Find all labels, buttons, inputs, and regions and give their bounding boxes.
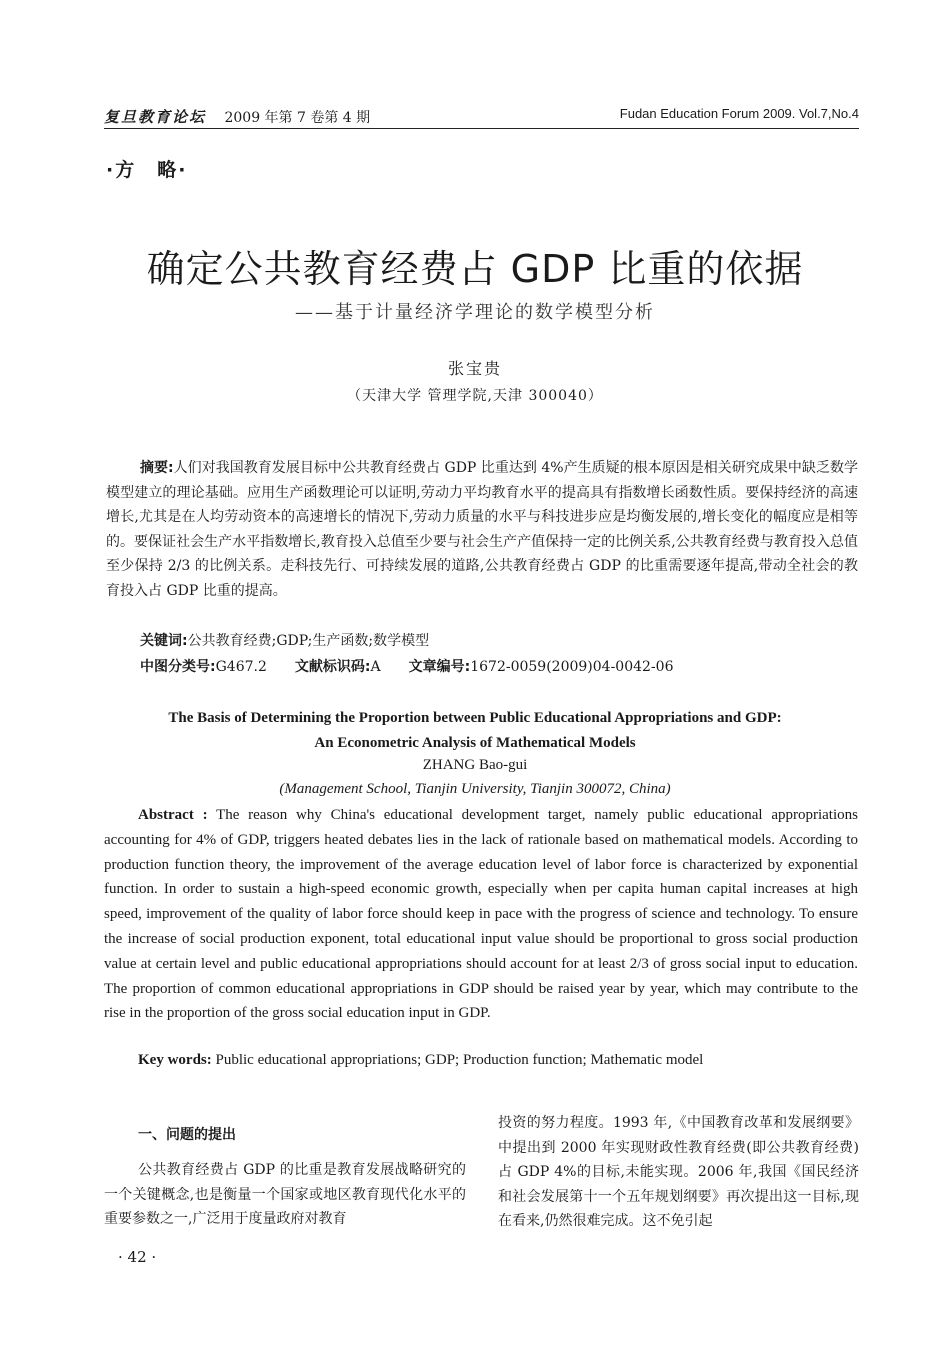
keywords-cn-text: 公共教育经费;GDP;生产函数;数学模型 xyxy=(187,633,430,649)
article-subtitle: ——基于计量经济学理论的数学模型分析 xyxy=(295,302,655,323)
abstract-en-label: Abstract : xyxy=(138,807,208,823)
keywords-en xyxy=(138,1052,703,1069)
keywords-cn-label: 关键词: xyxy=(140,633,188,649)
english-title xyxy=(0,706,950,756)
issue-info-cn: 2009 年第 7 卷第 4 期 xyxy=(224,110,371,126)
page-number: · 42 · xyxy=(118,1248,157,1266)
clc-value: G467.2 xyxy=(215,659,267,675)
column-tag: ·方 略· xyxy=(106,159,188,181)
english-affiliation: (Management School, Tianjin University, Tianjin 300072, China) xyxy=(279,781,671,797)
header-divider xyxy=(104,128,859,129)
abstract-en xyxy=(104,803,858,1026)
journal-name-cn: 复旦教育论坛 xyxy=(104,108,207,126)
keywords-cn xyxy=(140,630,429,650)
article-id-label: 文章编号: xyxy=(408,659,471,675)
body-left-column: 公共教育经费占 GDP 的比重是教育发展战略研究的一个关键概念,也是衡量一个国家或地区教育现代化水平的重要参数之一,广泛用于度量政府对教育 xyxy=(104,1162,466,1227)
english-author: ZHANG Bao-gui xyxy=(422,757,528,773)
classification-line xyxy=(140,656,673,676)
clc-label: 中图分类号: xyxy=(140,659,216,675)
doc-code-value: A xyxy=(370,659,381,675)
section-heading: 一、问题的提出 xyxy=(138,1127,236,1143)
article-id-value: 1672-0059(2009)04-0042-06 xyxy=(470,659,674,675)
english-title-line-2: An Econometric Analysis of Mathematical Models xyxy=(314,735,636,751)
header-left xyxy=(104,106,370,127)
abstract-en-text: The reason why China's educational development target, namely public educational appropriations accounting for 4% of GDP, triggers heated debates lies in the lack of rationale based on mathematical models. According to production function theory, the improvement of the average education level of labor force is characterized by exponential function. In order to sustain a high-speed economic growth, especially when per capita human capital increases at high speed, improvement of the quality of labor force should keep in pace with the progress of science and technology. To ensure the increase of social production exponent, total educational input value should be proportional to gross social production value at certain level and public educational appropriations should account for at least 2/3 of gross social input to education. The proportion of common educational appropriations in GDP should be raised year by year, which may contribute to the rise in the proportion of the gross social education input in GDP. xyxy=(104,807,858,1022)
journal-name-en: Fudan Education Forum 2009. Vol.7,No.4 xyxy=(619,106,859,121)
abstract-cn-text: 人们对我国教育发展目标中公共教育经费占 GDP 比重达到 4%产生质疑的根本原因是相关研究成果中缺乏数学模型建立的理论基础。应用生产函数理论可以证明,劳动力平均教育水平的提高具有指数增长函数性质。要保持经济的高速增长,尤其是在人均劳动资本的高速增长的情况下,劳动力质量的水平与科技进步应是均衡发展的,增长变化的幅度应是相等的。要保证社会生产水平指数增长,教育投入总值至少要与社会生产产值保持一定的比例关系,公共教育经费与教育投入总值至少保持 2/3 的比例关系。走科技先行、可持续发展的道路,公共教育经费占 GDP 的比重需要逐年提高,带动全社会的教育投入占 GDP 比重的提高。 xyxy=(106,460,858,599)
doc-code-label: 文献标识码: xyxy=(294,659,371,675)
keywords-en-label: Key words: xyxy=(138,1052,212,1068)
abstract-cn xyxy=(106,456,858,603)
body-right-column: 投资的努力程度。1993 年,《中国教育改革和发展纲要》中提出到 2000 年实现财政性教育经费(即公共教育经费)占 GDP 4%的目标,未能实现。2006 年,我国《国民经济和社会发展第十一个五年规划纲要》再次提出这一目标,现在看来,仍然很难完成。这不免引起 xyxy=(498,1115,859,1229)
keywords-en-text: Public educational appropriations; GDP; Production function; Mathematic model xyxy=(211,1052,704,1068)
author-affiliation: （天津大学 管理学院,天津 300040） xyxy=(347,388,603,404)
author-name: 张宝贵 xyxy=(447,359,502,378)
abstract-cn-label: 摘要: xyxy=(140,460,174,476)
english-title-line-1: The Basis of Determining the Proportion between Public Educational Appropriations and GDP: xyxy=(168,710,782,726)
article-title: 确定公共教育经费占 GDP 比重的依据 xyxy=(146,247,804,291)
